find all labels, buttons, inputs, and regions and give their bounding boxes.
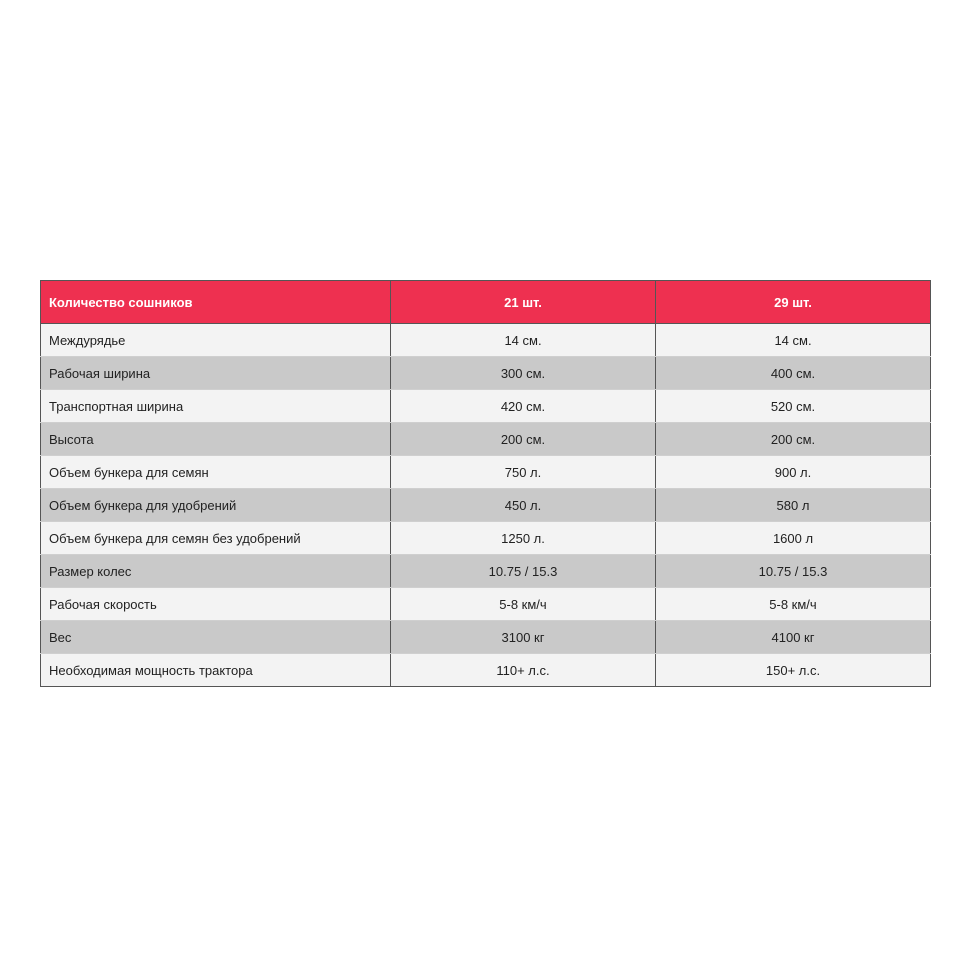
row-label: Транспортная ширина bbox=[41, 390, 391, 423]
row-label: Размер колес bbox=[41, 555, 391, 588]
row-value: 110+ л.с. bbox=[391, 654, 656, 687]
header-cell-variant-1: 21 шт. bbox=[391, 281, 656, 324]
row-value: 4100 кг bbox=[656, 621, 931, 654]
row-label: Рабочая ширина bbox=[41, 357, 391, 390]
row-value: 14 см. bbox=[391, 324, 656, 357]
row-label: Необходимая мощность трактора bbox=[41, 654, 391, 687]
row-label: Рабочая скорость bbox=[41, 588, 391, 621]
row-value: 200 см. bbox=[391, 423, 656, 456]
row-value: 150+ л.с. bbox=[656, 654, 931, 687]
row-label: Междурядье bbox=[41, 324, 391, 357]
row-label: Вес bbox=[41, 621, 391, 654]
row-value: 400 см. bbox=[656, 357, 931, 390]
row-value: 10.75 / 15.3 bbox=[391, 555, 656, 588]
row-label: Высота bbox=[41, 423, 391, 456]
table-row bbox=[41, 621, 931, 654]
table-row bbox=[41, 654, 931, 687]
row-value: 420 см. bbox=[391, 390, 656, 423]
table-row bbox=[41, 423, 931, 456]
specifications-table bbox=[40, 280, 931, 687]
row-label: Объем бункера для семян без удобрений bbox=[41, 522, 391, 555]
row-value: 300 см. bbox=[391, 357, 656, 390]
table-row bbox=[41, 489, 931, 522]
header-cell-variant-2: 29 шт. bbox=[656, 281, 931, 324]
table-header bbox=[41, 281, 931, 324]
row-value: 3100 кг bbox=[391, 621, 656, 654]
row-value: 520 см. bbox=[656, 390, 931, 423]
table-row bbox=[41, 588, 931, 621]
table-row bbox=[41, 324, 931, 357]
row-value: 5-8 км/ч bbox=[656, 588, 931, 621]
row-value: 750 л. bbox=[391, 456, 656, 489]
row-value: 200 см. bbox=[656, 423, 931, 456]
row-label: Объем бункера для удобрений bbox=[41, 489, 391, 522]
table-row bbox=[41, 522, 931, 555]
table-row bbox=[41, 390, 931, 423]
row-value: 10.75 / 15.3 bbox=[656, 555, 931, 588]
row-value: 1250 л. bbox=[391, 522, 656, 555]
row-value: 450 л. bbox=[391, 489, 656, 522]
table-row bbox=[41, 357, 931, 390]
row-label: Объем бункера для семян bbox=[41, 456, 391, 489]
table-row bbox=[41, 555, 931, 588]
table-row bbox=[41, 456, 931, 489]
header-cell-parameter: Количество сошников bbox=[41, 281, 391, 324]
row-value: 580 л bbox=[656, 489, 931, 522]
table-body bbox=[41, 324, 931, 687]
row-value: 14 см. bbox=[656, 324, 931, 357]
row-value: 900 л. bbox=[656, 456, 931, 489]
row-value: 1600 л bbox=[656, 522, 931, 555]
row-value: 5-8 км/ч bbox=[391, 588, 656, 621]
header-row bbox=[41, 281, 931, 324]
